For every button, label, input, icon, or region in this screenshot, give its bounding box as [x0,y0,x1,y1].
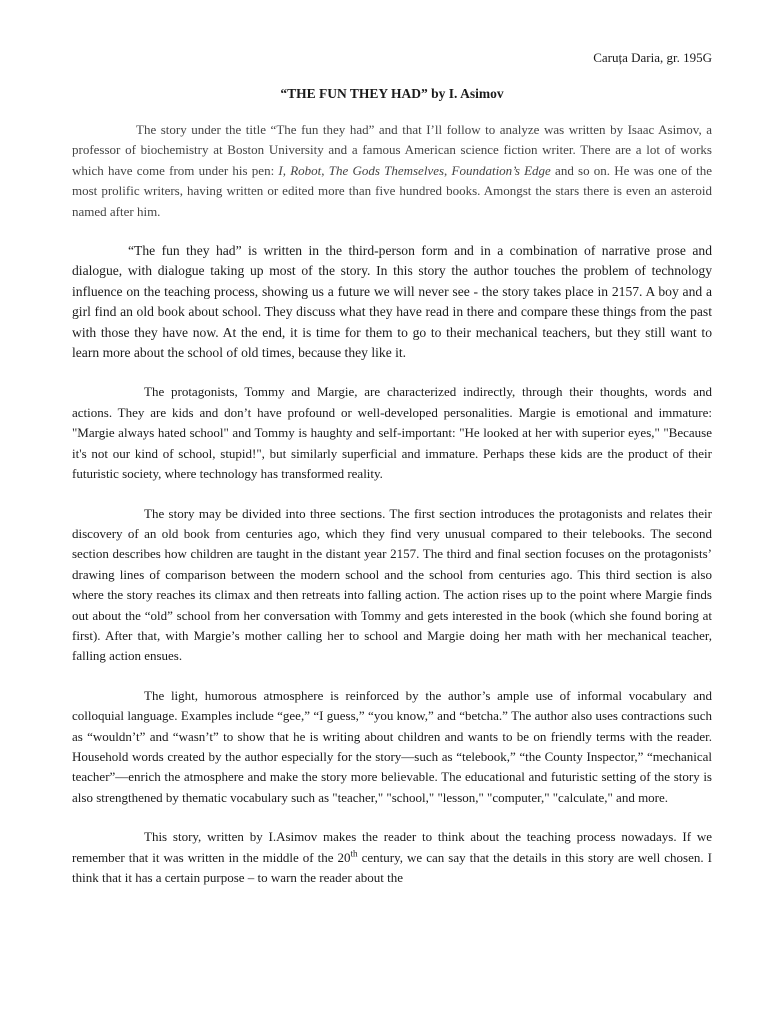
paragraph-intro-text-a: The story under the title “The fun they had” and that I’ll follow to analyze was written by Isaac Asimov, a professor of biochemistry at Boston University and a famous American science fiction writer. There are a lot of works which have come from under his pen: [72,122,712,178]
paragraph-conclusion [72,827,712,888]
paragraph-structure: The story may be divided into three sections. The first section introduces the protagonists and relates their discovery of an old book from centuries ago, which they find very unusual compared to their telebooks. The second section describes how children are taught in the distant year 2157. The third and final section focuses on the protagonists’ drawing lines of comparison between the modern school and the school from centuries ago. This third section is also where the story reaches its climax and then retreats into falling action. The action rises up to the point where Margie finds out about the “old” school from her conversation with Tommy and gets interested in the book (which she found boring at first). After that, with Margie’s mother calling her to school and Margie doing her math with her mechanical teacher, falling action ensues. [72,505,712,664]
paragraph-intro [72,120,712,222]
document-title: “THE FUN THEY HAD” by I. Asimov [280,86,504,101]
paragraph-conclusion-text-b: century, we can say that the details in this story are well chosen. I think that it has a certain purpose – to warn the reader about the [72,849,712,885]
book-title-i-robot: I, Robot [278,162,322,178]
paragraph-intro-text-b: and so on. He was one of the most prolific writers, having written or edited more than five hundred books. Amongst the stars there is even an asteroid named after him. [72,162,712,219]
paragraph-narrative-form: “The fun they had” is written in the third-person form and in a combination of narrative prose and dialogue, with dialogue taking up most of the story. In this story the author touches the problem of technology influence on the teaching process, showing us a future we will never see - the story takes place in 2157. A boy and a girl find an old book about school. They discuss what they have read in there and compare these things from the past with those they have now. At the end, it is time for them to go to their mechanical teachers, but they still want to learn more about the school of old times, because they like it. [72,243,712,361]
separator-1: , [321,162,329,178]
author-line: Caruța Daria, gr. 195G [593,50,712,65]
paragraph-protagonists: The protagonists, Tommy and Margie, are characterized indirectly, through their thoughts, words and actions. They are kids and don’t have profound or well-developed personalities. Margie is emotional and immature: "Margie always hated school" and Tommy is haughty and self-important: "He looked at her with superior eyes," "Because it's not our kind of school, stupid!", but similarly superficial and immature. Perhaps these kids are the product of their futuristic society, where technology has transformed reality. [72,384,712,482]
ordinal-suffix: th [350,848,358,859]
book-title-gods-themselves: The Gods Themselves [328,162,445,178]
book-title-foundations-edge: Foundation’s Edge [451,162,551,178]
separator-2: , [444,162,452,178]
paragraph-atmosphere: The light, humorous atmosphere is reinforced by the author’s ample use of informal vocabulary and colloquial language. Examples include “gee,” “I guess,” “you know,” and “betcha.” The author also uses contractions such as “wouldn’t” and “wasn’t” to show that he is writing about children and wants to be on friendly terms with the reader. Household words created by the author especially for the story—such as “telebook,” “the County Inspector,” “mechanical teacher”—enrich the atmosphere and make the story more believable. The educational and futuristic setting of the story is also strengthened by thematic vocabulary such as "teacher," "school," "lesson," "computer," "calculate," and more. [72,687,712,805]
paragraph-conclusion-text-a: This story, written by I.Asimov makes the reader to think about the teaching process nowadays. If we remember that it was written in the middle of the 20 [72,829,712,865]
